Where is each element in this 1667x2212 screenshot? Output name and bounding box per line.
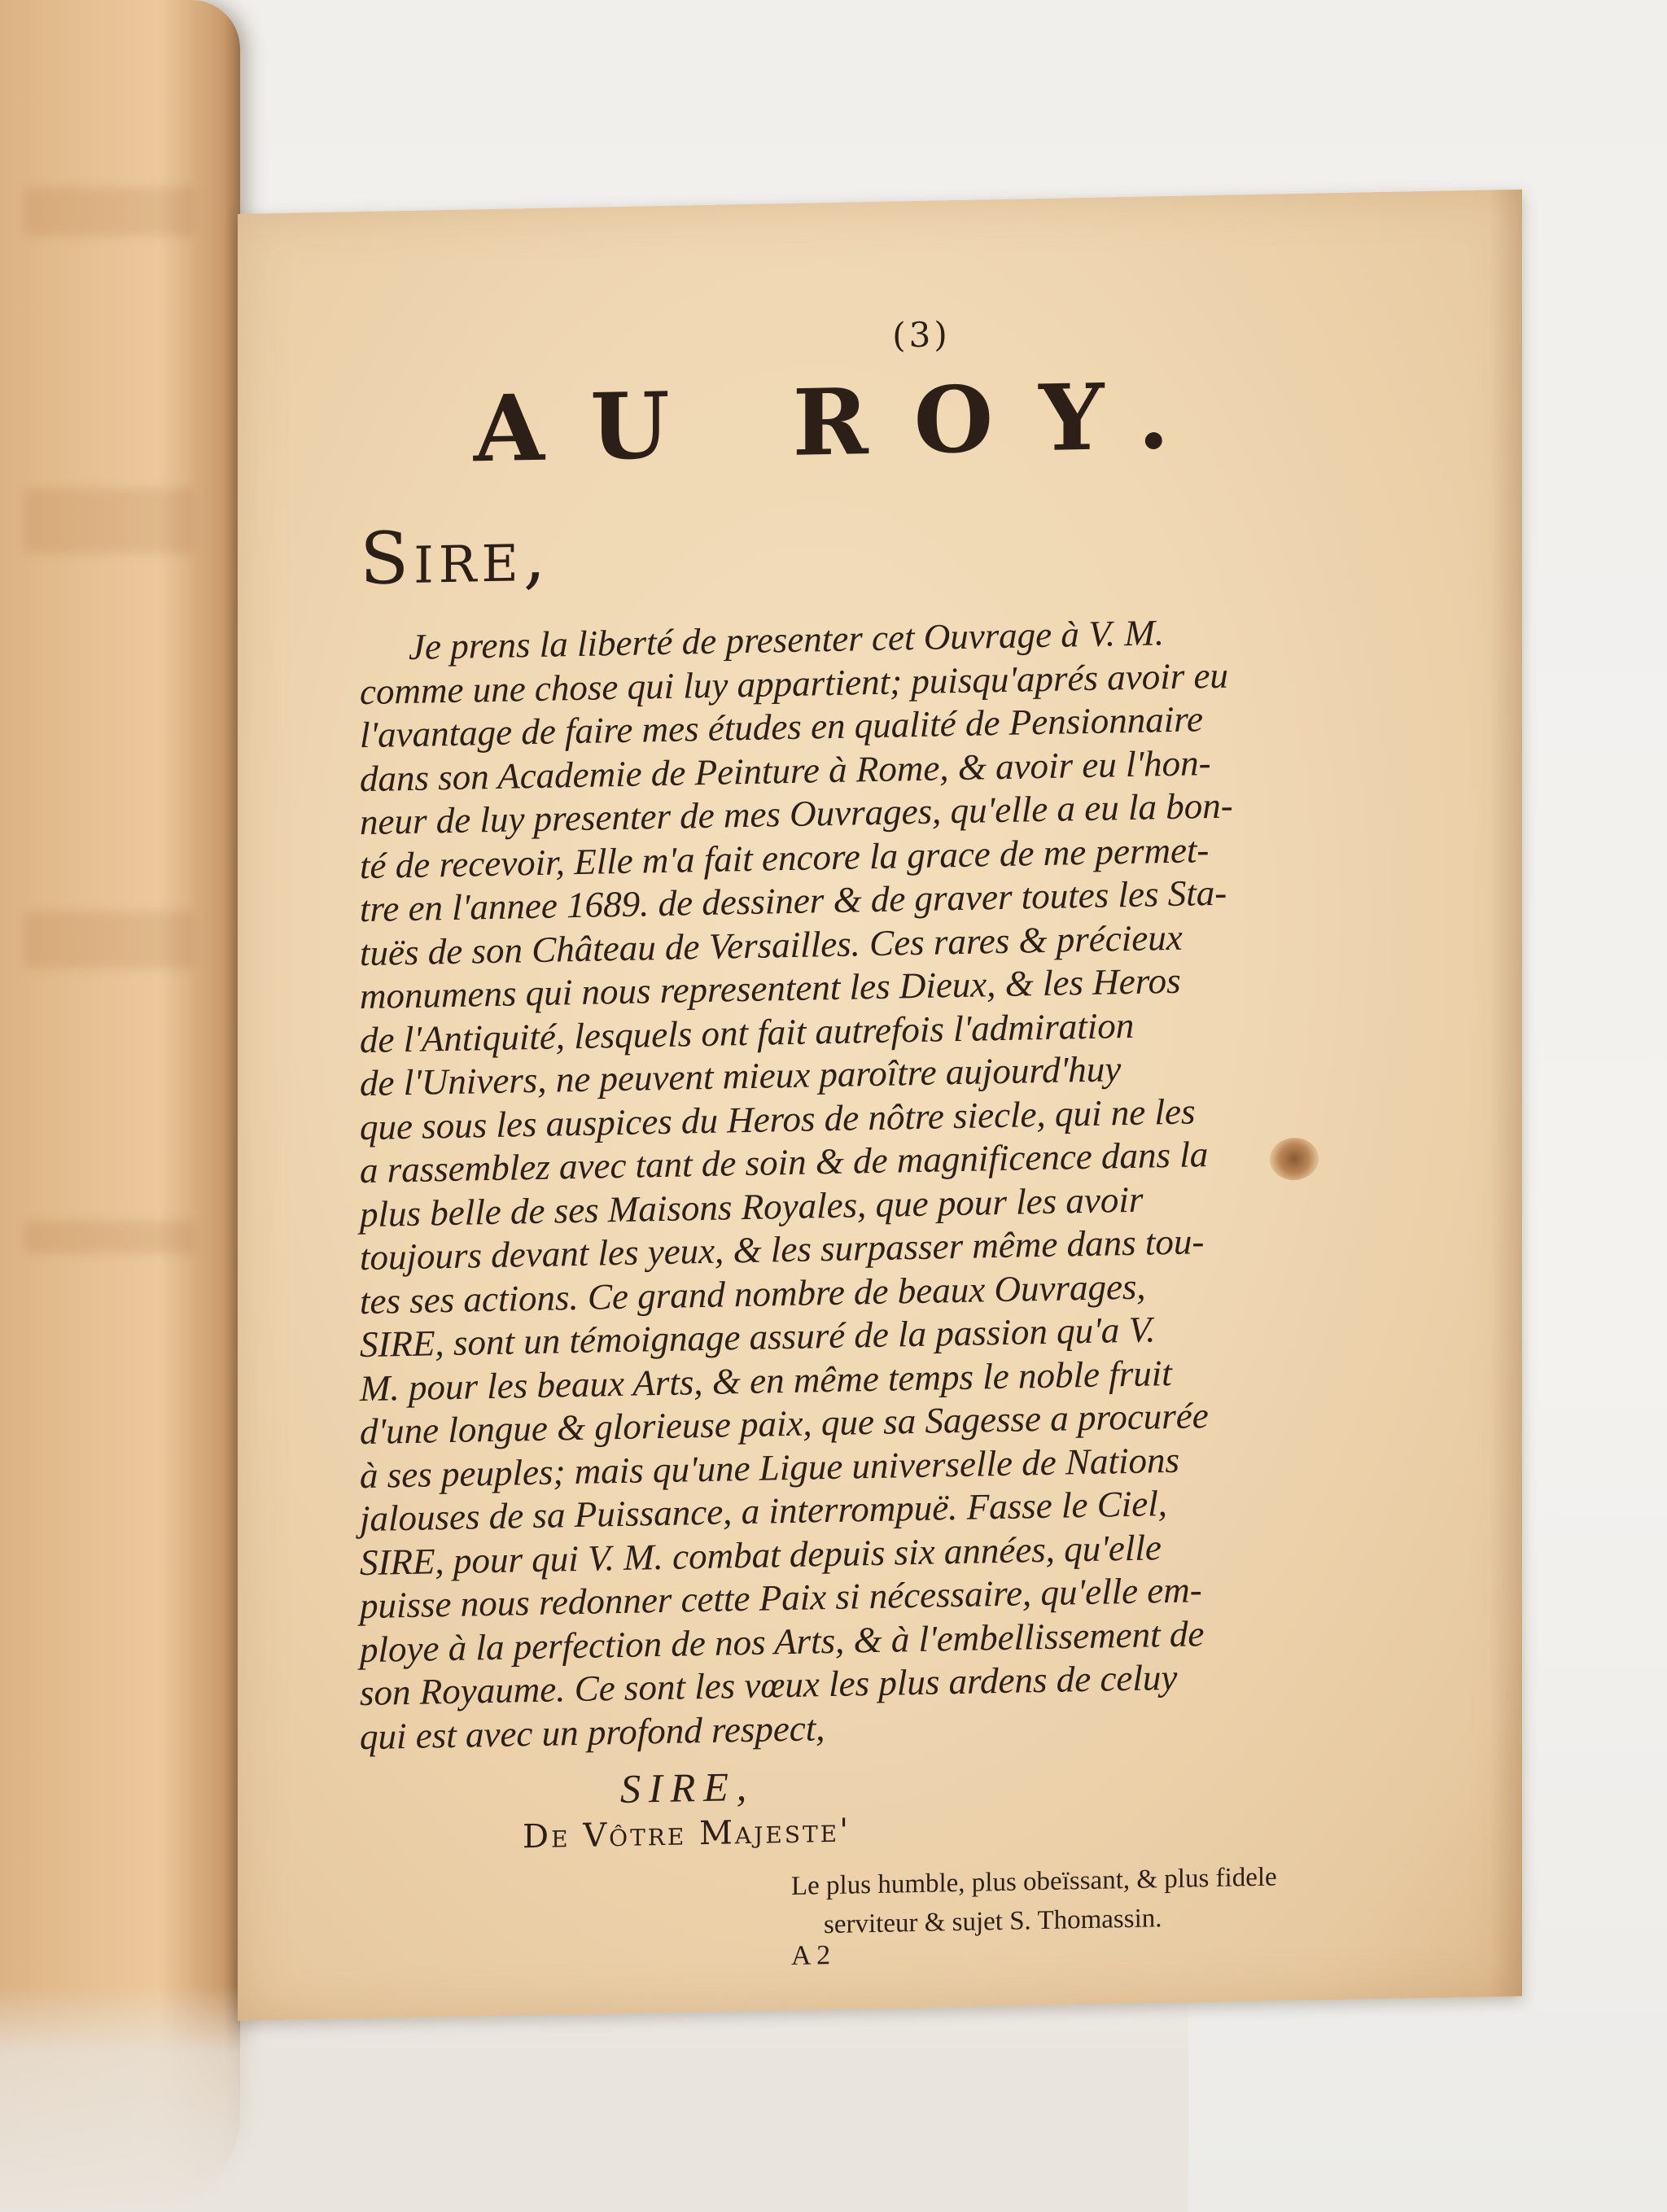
- signature-line: serviteur & sujet S. Thomassin.: [824, 1904, 1162, 1940]
- page-content: [360, 314, 1369, 1971]
- body-line: comme une chose qui luy appartient; puisqu'aprés avoir eu: [360, 654, 1228, 712]
- body-line: tuës de son Château de Versailles. Ces rares & précieux: [360, 916, 1183, 973]
- page-edge-shadow: [1490, 190, 1522, 1997]
- dedication-heading: AU ROY.: [474, 361, 1215, 483]
- body-line: ploye à la perfection de nos Arts, & à l'embellissement de: [360, 1612, 1205, 1670]
- bleed-through-mark: [24, 187, 195, 236]
- body-line: qui est avec un profond respect,: [360, 1707, 825, 1757]
- body-line: de l'Univers, ne peuvent mieux paroître aujourd'huy: [360, 1048, 1122, 1104]
- closing-sire: SIRE,: [620, 1763, 755, 1812]
- body-line: d'une longue & glorieuse paix, que sa Sagesse a procurée: [360, 1395, 1209, 1453]
- dedication-body: [360, 610, 1255, 1759]
- body-line: tes ses actions. Ce grand nombre de beaux Ouvrages,: [360, 1266, 1146, 1322]
- body-line: puisse nous redonner cette Paix si nécessaire, qu'elle em-: [360, 1569, 1202, 1627]
- body-line: M. pour les beaux Arts, & en même temps le noble fruit: [360, 1352, 1172, 1409]
- bleed-through-mark: [24, 1221, 195, 1253]
- signature-line: Le plus humble, plus obeïssant, & plus fidele: [791, 1862, 1277, 1901]
- body-line: que sous les auspices du Heros de nôtre siecle, qui ne les: [360, 1090, 1196, 1148]
- salutation: Sire,: [360, 513, 551, 601]
- body-line: l'avantage de faire mes études en qualité de Pensionnaire: [360, 698, 1204, 756]
- body-line: monumens qui nous representent les Dieux, & les Heros: [360, 960, 1181, 1017]
- body-line: de l'Antiquité, lesquels ont fait autrefois l'admiration: [360, 1004, 1135, 1060]
- body-line: Je prens la liberté de presenter cet Ouvrage à V. M.: [409, 612, 1165, 667]
- body-line: SIRE, pour qui V. M. combat depuis six années, qu'elle: [360, 1526, 1162, 1583]
- left-page: [0, 0, 240, 2212]
- body-line: neur de luy presenter de mes Ouvrages, qu'elle a eu la bon-: [360, 785, 1233, 843]
- body-line: dans son Academie de Peinture à Rome, & avoir eu l'hon-: [360, 741, 1211, 799]
- body-line: té de recevoir, Elle m'a fait encore la grace de me permet-: [360, 828, 1210, 886]
- right-page: [238, 190, 1522, 2021]
- closing-majesty: De Vôtre Majeste': [523, 1812, 851, 1856]
- body-line: jalouses de sa Puissance, a interrompuë. Fasse le Ciel,: [360, 1483, 1167, 1540]
- book-block-edge: [0, 1986, 1188, 2212]
- signature-mark: A 2: [791, 1940, 831, 1971]
- body-line: a rassemblez avec tant de soin & de magnificence dans la: [360, 1134, 1209, 1191]
- bleed-through-mark: [24, 911, 195, 968]
- bleed-through-mark: [24, 488, 195, 553]
- body-line: à ses peuples; mais qu'une Ligue universelle de Nations: [360, 1439, 1179, 1496]
- foxing-stain: [1270, 1138, 1319, 1181]
- body-line: SIRE, sont un témoignage assuré de la passion qu'a V.: [360, 1309, 1156, 1366]
- body-line: tre en l'annee 1689. de dessiner & de graver toutes les Sta-: [360, 872, 1227, 930]
- body-line: plus belle de ses Maisons Royales, que pour les avoir: [360, 1178, 1144, 1235]
- body-line: toujours devant les yeux, & les surpasser même dans tou-: [360, 1221, 1205, 1279]
- page-number: (3): [892, 314, 951, 356]
- body-line: son Royaume. Ce sont les vœux les plus ardens de celuy: [360, 1656, 1178, 1714]
